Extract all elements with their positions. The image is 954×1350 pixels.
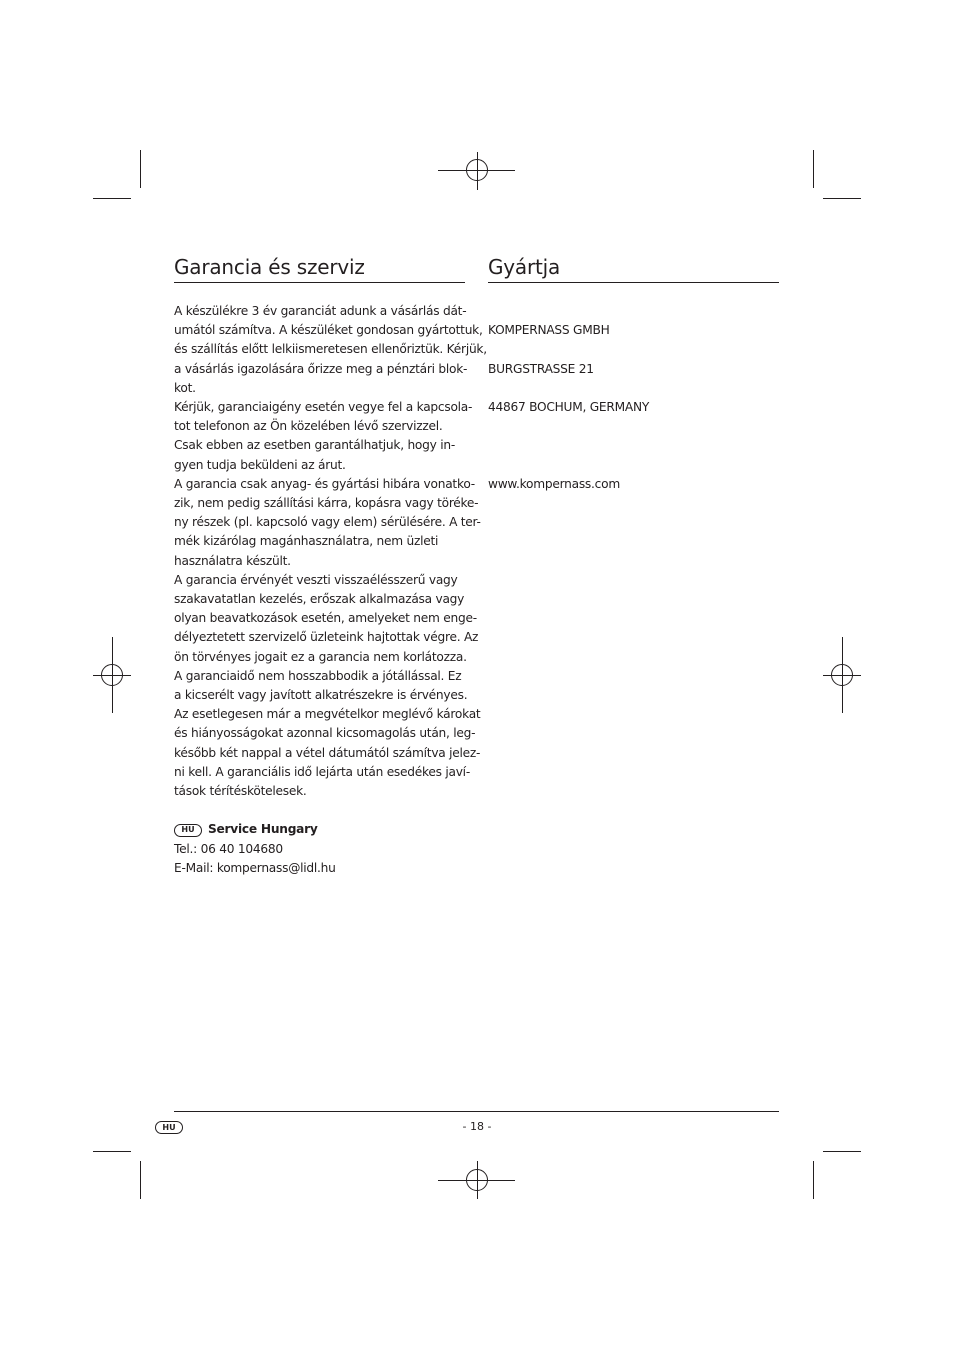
service-title-row (174, 820, 465, 839)
warranty-text-line: zik, nem pedig szállítási kárra, kopásra vagy töréke- (174, 496, 479, 511)
warranty-text-line: később két nappal a vétel dátumától számítva jelez- (174, 745, 481, 760)
crop-mark (813, 150, 814, 188)
warranty-text-line: tot telefonon az Ön közelében lévő szervizzel. (174, 419, 443, 434)
warranty-text-line: ny részek (pl. kapcsoló vagy elem) sérülésére. A ter- (174, 515, 481, 530)
service-title: Service Hungary (208, 822, 318, 837)
crop-mark (823, 198, 861, 199)
warranty-text-line: és hiányosságokat azonnal kicsomagolás után, leg- (174, 726, 476, 741)
crop-mark (813, 1161, 814, 1199)
address-line: KOMPERNASS GMBH (488, 323, 610, 338)
warranty-text (174, 302, 487, 801)
warranty-text-line: tások térítéskötelesek. (174, 784, 307, 799)
warranty-text-line: Csak ebben az esetben garantálhatjuk, hogy in- (174, 438, 455, 453)
warranty-text-line: mék kizárólag magánhasználatra, nem üzleti (174, 534, 439, 549)
address-line: BURGSTRASSE 21 (488, 361, 594, 376)
warranty-text-line: umától számítva. A készüléket gondosan gyártottuk, (174, 323, 483, 338)
warranty-text-line: és szállítás előtt lelkiismeretesen ellenőriztük. Kérjük, (174, 342, 487, 357)
warranty-text-line: olyan beavatkozások esetén, amelyeket nem enge- (174, 611, 477, 626)
footer-hu-badge-icon: HU (155, 1121, 183, 1134)
crop-mark (140, 1161, 141, 1199)
warranty-text-line: A készülékre 3 év garanciát adunk a vásárlás dát- (174, 304, 467, 318)
service-phone: Tel.: 06 40 104680 (174, 841, 283, 856)
crop-mark (140, 150, 141, 188)
footer-divider (174, 1111, 779, 1112)
manufacturer-title: Gyártja (488, 255, 779, 283)
warranty-text-line: gyen tudja beküldeni az árut. (174, 457, 346, 472)
warranty-text-line: kot. (174, 380, 196, 395)
warranty-text-line: szakavatatlan kezelés, erőszak alkalmazása vagy (174, 592, 465, 607)
warranty-text-line: Kérjük, garanciaigény esetén vegye fel a kapcsola- (174, 400, 473, 415)
manufacturer-section (488, 255, 779, 513)
hu-country-badge-icon: HU (174, 824, 202, 837)
address-line: 44867 BOCHUM, GERMANY (488, 400, 650, 415)
manufacturer-website: www.kompernass.com (488, 476, 620, 491)
service-contact (174, 820, 465, 878)
crop-mark (93, 198, 131, 199)
warranty-text-line: ön törvényes jogait ez a garancia nem korlátozza. (174, 649, 467, 664)
warranty-text-line: Az esetlegesen már a megvételkor meglévő károkat (174, 707, 481, 722)
registration-circle-icon (831, 664, 853, 686)
warranty-title: Garancia és szerviz (174, 255, 465, 283)
manufacturer-address (488, 302, 779, 513)
page-number: - 18 - (462, 1120, 492, 1133)
warranty-text-line: A garanciaidő nem hosszabbodik a jótállással. Ez (174, 668, 462, 683)
warranty-text-line: a kicserélt vagy javított alkatrészekre is érvényes. (174, 688, 468, 703)
warranty-text-line: A garancia érvényét veszti visszaélésszerű vagy (174, 572, 458, 587)
warranty-text-line: A garancia csak anyag- és gyártási hibára vonatko- (174, 476, 475, 491)
warranty-text-line: a vásárlás igazolására őrizze meg a pénztári blok- (174, 361, 468, 376)
crop-mark (93, 1151, 131, 1152)
warranty-text-line: használatra készült. (174, 553, 291, 568)
registration-circle-icon (466, 159, 488, 181)
crop-mark (823, 1151, 861, 1152)
warranty-section (174, 255, 487, 878)
warranty-text-line: ni kell. A garanciális idő lejárta után esedékes javí- (174, 764, 470, 779)
warranty-text-line: délyeztetett szervizelő üzleteink hajtottak végre. Az (174, 630, 479, 645)
service-email: E-Mail: kompernass@lidl.hu (174, 860, 336, 875)
spacer (488, 436, 779, 455)
registration-circle-icon (466, 1169, 488, 1191)
registration-circle-icon (101, 664, 123, 686)
